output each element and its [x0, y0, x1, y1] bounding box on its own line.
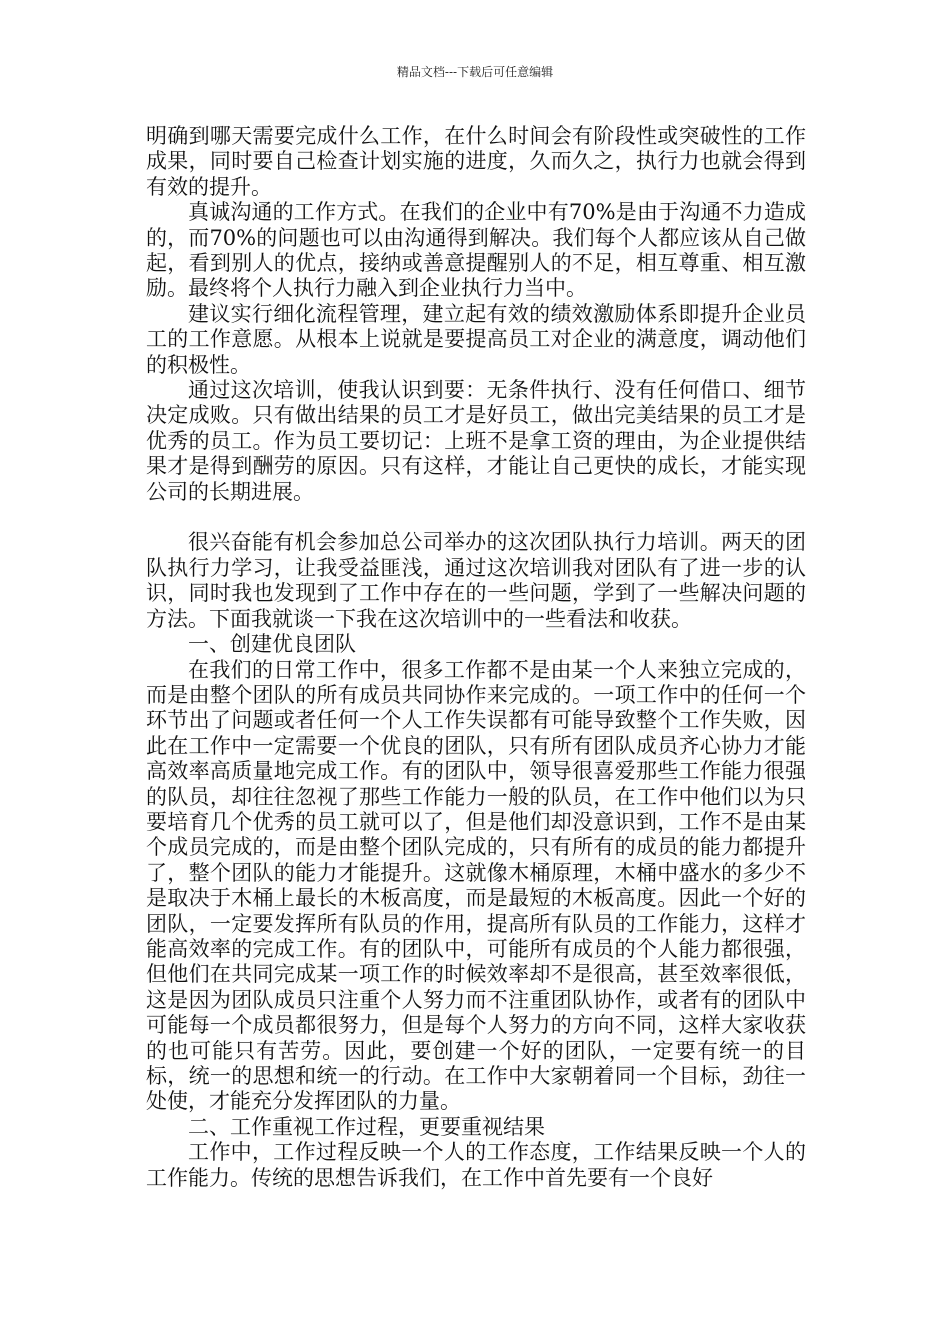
paragraph-training-conclusion: 通过这次培训，使我认识到要：无条件执行、没有任何借口、细节决定成败。只有做出结果的员工才是好员工，做出完美结果的员工才是优秀的员工。作为员工要切记：上班不是拿工资的理由，为企业提供结果才是得到酬劳的原因。只有这样，才能让自己更快的成长，才能实现公司的长期进展。	[146, 378, 806, 504]
paragraph-continuation: 明确到哪天需要完成什么工作，在什么时间会有阶段性或突破性的工作成果，同时要自己检查计划实施的进度，久而久之，执行力也就会得到有效的提升。	[146, 124, 806, 199]
paragraph-process-management: 建议实行细化流程管理，建立起有效的绩效激励体系即提升企业员工的工作意愿。从根本上说就是要提高员工对企业的满意度，调动他们的积极性。	[146, 301, 806, 377]
paragraph-team-building: 在我们的日常工作中，很多工作都不是由某一个人来独立完成的，而是由整个团队的所有成员共同协作来完成的。一项工作中的任何一个环节出了问题或者任何一个人工作失误都有可能导致整个工作失败，因此在工作中一定需要一个优良的团队，只有所有团队成员齐心协力才能高效率高质量地完成工作。有的团队中，领导很喜爱那些工作能力很强的队员，却往往忽视了那些工作能力一般的队员，在工作中他们以为只要培育几个优秀的员工就可以了，但是他们却没意识到，工作不是由某个成员完成的，而是由整个团队完成的，只有所有的成员的能力都提升了，整个团队的能力才能提升。这就像木桶原理，木桶中盛水的多少不是取决于木桶上最长的木板高度，而是最短的木板高度。因此一个好的团队，一定要发挥所有队员的作用，提高所有队员的工作能力，这样才能高效率的完成工作。有的团队中，可能所有成员的个人能力都很强，但他们在共同完成某一项工作的时候效率却不是很高，甚至效率很低，这是因为团队成员只注重个人努力而不注重团队协作，或者有的团队中可能每一个成员都很努力，但是每个人努力的方向不同，这样大家收获的也可能只有苦劳。因此，要创建一个好的团队，一定要有统一的目标，统一的思想和统一的行动。在工作中大家朝着同一个目标，劲往一处使，才能充分发挥团队的力量。	[146, 657, 806, 1114]
paragraph-gap	[146, 505, 806, 530]
section-heading-2: 二、工作重视工作过程，更要重视结果	[188, 1114, 545, 1139]
document-body	[146, 124, 806, 1191]
section-heading-1: 一、创建优良团队	[188, 632, 356, 657]
page-header: 精品文档---下载后可任意编辑	[396, 65, 554, 79]
paragraph-work-process: 工作中，工作过程反映一个人的工作态度，工作结果反映一个人的工作能力。传统的思想告诉我们，在工作中首先要有一个良好	[146, 1140, 806, 1190]
paragraph-communication: 真诚沟通的工作方式。在我们的企业中有70%是由于沟通不力造成的，而70%的问题也可以由沟通得到解决。我们每个人都应该从自己做起，看到别人的优点，接纳或善意提醒别人的不足，相互尊重、相互激励。最终将个人执行力融入到企业执行力当中。	[146, 200, 806, 301]
paragraph-introduction: 很兴奋能有机会参加总公司举办的这次团队执行力培训。两天的团队执行力学习，让我受益匪浅，通过这次培训我对团队有了进一步的认识，同时我也发现到了工作中存在的一些问题，学到了一些解决问题的方法。下面我就谈一下我在这次培训中的一些看法和收获。	[146, 530, 806, 631]
